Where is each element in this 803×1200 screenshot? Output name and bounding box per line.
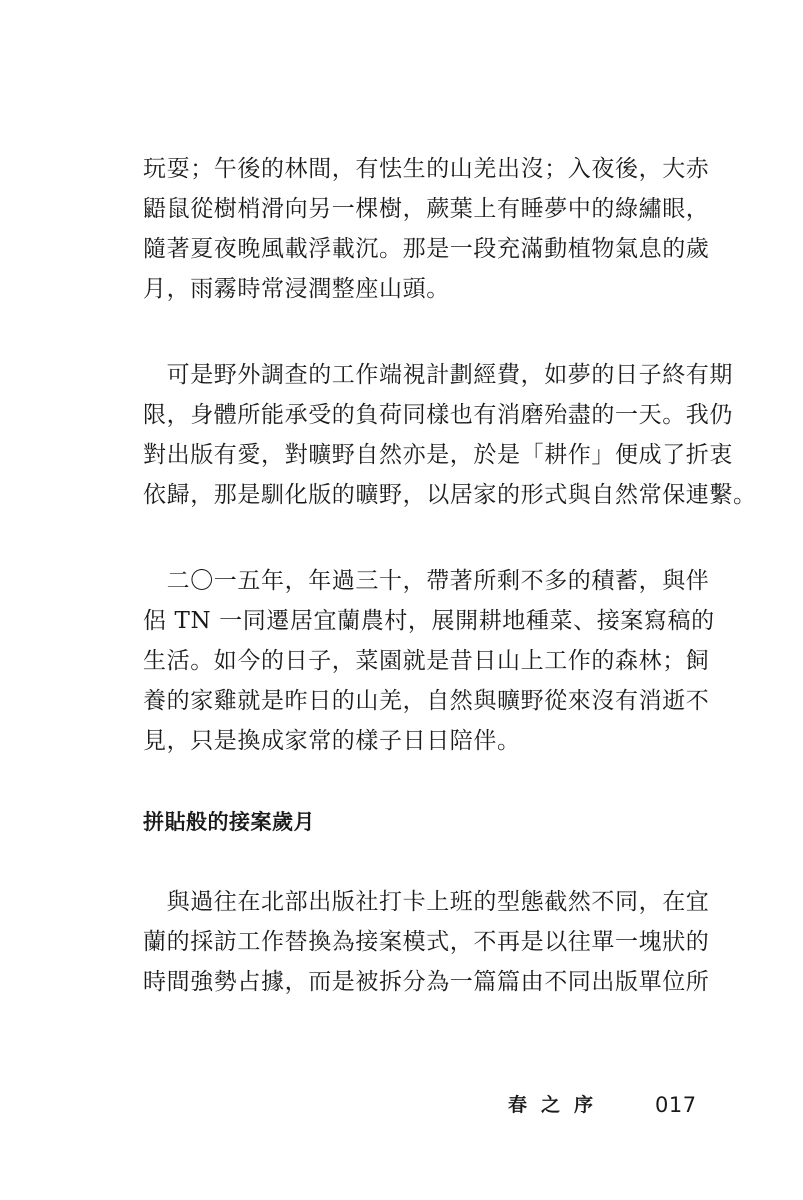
paragraph-line: 月，雨霧時常浸潤整座山頭。 [143, 276, 450, 302]
paragraph-line: 侶 TN 一同遷居宜蘭農村，展開耕地種菜、接案寫稿的 [143, 608, 715, 634]
paragraph-line: 限，身體所能承受的負荷同樣也有消磨殆盡的一天。我仍 [143, 402, 733, 428]
paragraph-line: 鼯鼠從樹梢滑向另一棵樹，蕨葉上有睡夢中的綠繡眼， [143, 196, 710, 222]
paragraph-line: 玩耍；午後的林間，有怯生的山羌出沒；入夜後，大赤 [143, 156, 710, 182]
paragraph-2 [143, 355, 757, 515]
section-heading: 拼貼般的接案歲月 [143, 810, 315, 834]
paragraph-line: 依歸，那是馴化版的曠野，以居家的形式與自然常保連繫。 [143, 482, 757, 508]
page-number: 017 [655, 1093, 697, 1117]
paragraph-line: 可是野外調查的工作端視計劃經費，如夢的日子終有期 [143, 362, 733, 388]
paragraph-line: 生活。如今的日子，菜園就是昔日山上工作的森林；飼 [143, 648, 710, 674]
paragraph-line: 見，只是換成家常的樣子日日陪伴。 [143, 728, 521, 754]
paragraph-line: 養的家雞就是昨日的山羌，自然與曠野從來沒有消逝不 [143, 688, 710, 714]
paragraph-line: 與過往在北部出版社打卡上班的型態截然不同，在宜 [143, 889, 710, 915]
paragraph-line: 蘭的採訪工作替換為接案模式，不再是以往單一塊狀的 [143, 929, 710, 955]
section-paragraph-1 [143, 882, 710, 1002]
paragraph-1 [143, 149, 710, 309]
paragraph-line: 二〇一五年，年過三十，帶著所剩不多的積蓄，與伴 [143, 568, 710, 594]
paragraph-3 [143, 561, 715, 761]
paragraph-line: 對出版有愛，對曠野自然亦是，於是「耕作」便成了折衷 [143, 442, 733, 468]
paragraph-line: 時間強勢占據，而是被拆分為一篇篇由不同出版單位所 [143, 969, 710, 995]
paragraph-line: 隨著夏夜晚風載浮載沉。那是一段充滿動植物氣息的歲 [143, 236, 710, 262]
running-footer-chapter-title: 春之序 [508, 1094, 608, 1116]
